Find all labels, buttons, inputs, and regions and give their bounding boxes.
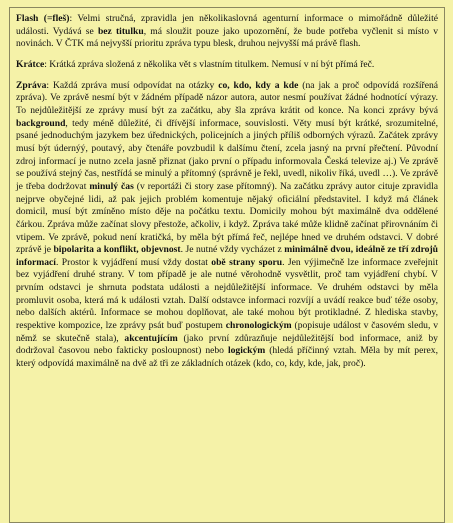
zprava-b3: minulý čas: [89, 180, 134, 192]
flash-paragraph: [16, 13, 438, 51]
kratce-text: : Krátká zpráva složená z několika vět s vlastním titulkem. Nemusí v ní být přímá řeč.: [44, 58, 375, 70]
kratce-paragraph: [16, 59, 438, 72]
kratce-term: Krátce: [16, 58, 45, 70]
flash-bold-1: bez titulku: [97, 25, 144, 37]
text-box: [9, 7, 445, 523]
zprava-s1: : Každá zpráva musí odpovídat na otázky: [46, 79, 219, 91]
zprava-s2: (na jak a proč odpovídá rozšířená zpráva). Ve zprávě nesmí být v žádném případě názor autora, autor nesmí používat žádné hodnotící výrazy. To nejdůležitější ze zprávy musí být za začátku, aby šla zpráva krátit od konce. Na konci zprávy bývá: [16, 79, 439, 116]
paragraph-gap: [16, 51, 438, 59]
zprava-s10: (hledá příčinný vztah. Měla by mít perex, který odpovídá maximálně na dvě až tři ze základních otázek (kdo, co, kdy, kde, jak, proč).: [16, 345, 438, 370]
flash-text-2: , má sloužit pouze jako upozornění, že bude potřeba vyčlenit si místo v novinách. V ČTK má nejvyšší prioritu zpráva typu blesk, druhou nejvyšší má právě flash.: [16, 25, 439, 50]
zprava-b2: background: [16, 117, 66, 129]
zprava-s7: . Jen výjimečně lze informace zveřejnit bez vyjádření druhé strany. V tom případě je ale nutné věrohodně vysvětlit, proč tam vyjádření chybí. V prvním odstavci je shrnuta podstata události a nejdůležitější informace. Ve druhém odstavci by měla promluvit osoba, která má k události vztah. Další odstavce informaci rozvíjí a uvádí reakce buď téže osoby, nebo dalších aktérů. Informace se mohou doplňovat, ale také mohou být protikladné. Z hlediska stavby, respektive kompozice, lze zprávy psát buď postupem: [16, 256, 438, 332]
zprava-s9: (jako první zdůrazňuje nejdůležitější bod informace, aniž by dodržoval časovou nebo fakticky posloupnost) nebo: [16, 332, 438, 357]
zprava-b1: co, kdo, kdy a kde: [218, 79, 299, 91]
zprava-b5: minimálně dvou, ideálně ze tří zdrojů informací: [16, 244, 438, 268]
zprava-b9: logickým: [227, 345, 266, 357]
zprava-s8: (popisuje událost v časovém sledu, v němž se skutečně stala),: [16, 320, 438, 344]
zprava-s3: , tedy méně důležité, či dřívější informace, souvislosti. Věty musí být krátké, srozumitelné, psané jednoduchým jazykem bez úřednických, policejních a jiných příliš odborných výrazů. Začátek zprávy musí být údernýý, poutavý, aby čtenáře povzbudil k dalšímu čtení, zcela jasný na první přečtení. Původní zdroj informací je nutno zcela jasně přiznat (jako první o případu informovala Česká televize aj.) Ve zprávě se používá stejný čas, nestřídá se minulý a přítomný (správně je řekl, uvedl, nikoliv říká, uvedl …). Ve zprávě je třeba dodržovat: [16, 117, 438, 192]
paragraph-gap: [16, 72, 438, 80]
zprava-s4: (v reportáži či story zase přítomný). Na začátku zprávy autor cituje zpravidla nejprve obyčejné lidi, až pak jejich problém komentuje nějaký oficiální představitel. I když má článek domicil, musí být zmíněno místo děje na počátku textu. Domicily mohou být maximálně dva oddělené čárkou. Zpráva může začínat slovy přestože, ačkoliv, i když. Zpráva také může klidně začínat přirovnáním či vtipem. Ve zprávě, pokud není kratičká, by měla být přímá řeč, nejlépe hned ve druhém odstavci. V dobré zprávě je: [16, 180, 438, 256]
zprava-b7: chronologickým: [225, 320, 292, 332]
flash-term: Flash (=fleš): [16, 13, 70, 24]
flash-text-1: : Velmi stručná, zpravidla jen několikaslovná agenturní informace o mimořádně důležité události. Vydává se: [16, 13, 438, 37]
zprava-paragraph: [16, 80, 438, 371]
zprava-s6: . Prostor k vyjádření musí vždy dostat: [55, 256, 212, 268]
zprava-b4: bipolarita a konflikt, objevnost: [53, 244, 181, 256]
zprava-b8: akcentujícím: [124, 332, 178, 344]
zprava-b6: obě strany sporu: [211, 256, 283, 268]
zprava-term: Zpráva: [16, 79, 47, 91]
zprava-s5: . Je nutné vždy vycházet z: [180, 244, 285, 256]
